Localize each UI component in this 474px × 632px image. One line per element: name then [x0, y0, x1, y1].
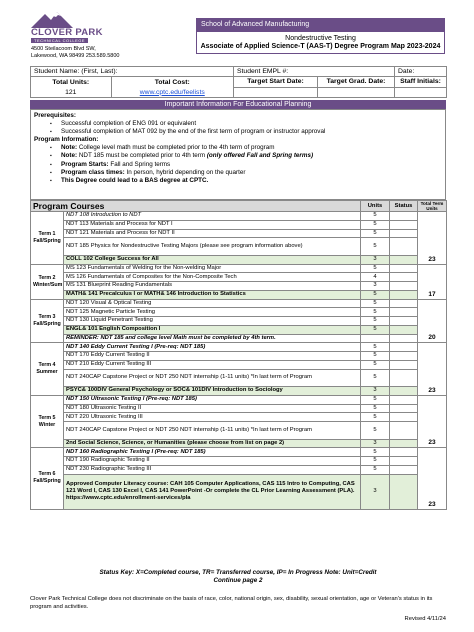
- course-row: [31, 273, 447, 282]
- term-label: Term 2 Winter/Sum: [31, 264, 64, 299]
- course-units: 5: [361, 404, 390, 413]
- course-status-field[interactable]: [390, 325, 418, 334]
- course-units: 4: [361, 273, 390, 282]
- term-label: Term 4 Summer: [31, 343, 64, 396]
- program-note: ▪ Note: NDT 185 must be completed prior to 4th term (only offered Fall and Spring terms): [34, 152, 442, 160]
- course-units: 5: [361, 343, 390, 352]
- course-row: [31, 352, 447, 361]
- mountain-logo-icon: [31, 10, 73, 28]
- course-row: [31, 343, 447, 352]
- total-cost-label: Total Cost:: [154, 78, 190, 86]
- target-grad-field[interactable]: [318, 87, 395, 98]
- total-units-value: 121: [31, 87, 111, 97]
- course-name: NDT 170 Eddy Current Testing II: [64, 352, 361, 361]
- course-name: NDT 190 Radiographic Testing II: [64, 457, 361, 466]
- course-units: 5: [361, 457, 390, 466]
- course-units: 5: [361, 352, 390, 361]
- program-class-times: ▪ Program class times: In person, hybrid depending on the quarter: [34, 169, 442, 177]
- program-header: [196, 18, 445, 54]
- revised-date: Revised 4/11/24: [404, 616, 446, 622]
- course-units: 5: [361, 369, 390, 387]
- address-line-2: Lakewood, WA 98499 253.589.5800: [31, 53, 120, 59]
- prerequisites-section: [30, 109, 446, 200]
- course-name: 2nd Social Science, Science, or Humanities (please choose from list on page 2): [64, 439, 361, 448]
- course-units: 5: [361, 290, 390, 299]
- program-courses-table: [30, 200, 447, 510]
- term-total-units: 23: [418, 448, 447, 509]
- course-units: 5: [361, 229, 390, 238]
- term-total-units: 23: [418, 212, 447, 265]
- course-units: 5: [361, 360, 390, 369]
- course-status-field[interactable]: [390, 465, 418, 474]
- staff-initials-label: Staff Initials:: [395, 77, 447, 88]
- course-units: 3: [361, 474, 390, 509]
- course-units: 5: [361, 465, 390, 474]
- target-grad-label: Target Grad. Date:: [318, 77, 395, 88]
- course-name: PSYC& 100DIV General Psychology or SOC& 101DIV Introduction to Sociology: [64, 387, 361, 396]
- continue-note: Continue page 2: [213, 577, 263, 584]
- course-row: [31, 317, 447, 326]
- course-status-field[interactable]: [390, 212, 418, 221]
- total-units-label: Total Units:: [31, 77, 111, 87]
- course-name: NDT 210 Eddy Current Testing III: [64, 360, 361, 369]
- course-name: NDT 120 Visual & Optical Testing: [64, 299, 361, 308]
- course-row: [31, 404, 447, 413]
- staff-initials-field[interactable]: [395, 87, 447, 98]
- course-status-field[interactable]: [390, 334, 418, 343]
- course-status-field[interactable]: [390, 422, 418, 440]
- course-row: [31, 212, 447, 221]
- course-status-field[interactable]: [390, 439, 418, 448]
- course-row: [31, 299, 447, 308]
- course-name: NDT 113 Materials and Process for NDT I: [64, 220, 361, 229]
- course-row: [31, 360, 447, 369]
- course-units: 5: [361, 220, 390, 229]
- course-row: [31, 290, 447, 299]
- total-term-units-header: Total Term Units: [418, 201, 447, 212]
- target-start-field[interactable]: [234, 87, 318, 98]
- term-total-units: 17: [418, 264, 447, 299]
- course-units: 5: [361, 448, 390, 457]
- term-total-units: 23: [418, 343, 447, 396]
- course-status-field[interactable]: [390, 282, 418, 291]
- course-units: 5: [361, 264, 390, 273]
- course-row: [31, 282, 447, 291]
- course-units: 3: [361, 282, 390, 291]
- nondiscrimination-footer: Clover Park Technical College does not discriminate on the basis of race, color, national origin, sex, disability, sexual orientation, age or Veteran's status in its program and activities.: [30, 596, 433, 610]
- course-row: [31, 474, 447, 509]
- college-tagline: TECHNICAL COLLEGE: [31, 38, 88, 43]
- course-status-field[interactable]: [390, 457, 418, 466]
- date-field[interactable]: Date:: [395, 67, 447, 77]
- course-row: [31, 439, 447, 448]
- course-name: MS 126 Fundamentals of Composites for the Non-Composite Tech: [64, 273, 361, 282]
- student-name-field[interactable]: Student Name: (First, Last):: [31, 67, 234, 77]
- course-status-field[interactable]: [390, 343, 418, 352]
- course-status-field[interactable]: [390, 369, 418, 387]
- course-name: ENGL& 101 English Composition I: [64, 325, 361, 334]
- course-row: [31, 413, 447, 422]
- course-units: [361, 334, 390, 343]
- course-status-field[interactable]: [390, 290, 418, 299]
- course-status-field[interactable]: [390, 299, 418, 308]
- bas-note: ▪ This Degree could lead to a BAS degree at CPTC.: [34, 177, 442, 185]
- course-status-field[interactable]: [390, 317, 418, 326]
- course-units: 5: [361, 299, 390, 308]
- course-status-field[interactable]: [390, 404, 418, 413]
- term-total-units: 23: [418, 395, 447, 448]
- course-units: 3: [361, 255, 390, 264]
- reminder-note: REMINDER: NDT 185 and college level Math must be completed by 4th term.: [64, 334, 361, 343]
- course-name: MATH& 141 Precalculus I or MATH& 146 Introduction to Statistics: [64, 290, 361, 299]
- important-info-band: Important Information For Educational Planning: [30, 100, 446, 109]
- course-status-field[interactable]: [390, 264, 418, 273]
- course-status-field[interactable]: [390, 413, 418, 422]
- course-units: 5: [361, 317, 390, 326]
- course-name: MS 131 Blueprint Reading Fundamentals: [64, 282, 361, 291]
- degree-title: Associate of Applied Science-T (AAS-T) Degree Program Map 2023-2024: [200, 43, 441, 50]
- units-cost-cell: [31, 77, 234, 98]
- course-units: 5: [361, 413, 390, 422]
- course-row: [31, 457, 447, 466]
- course-name: MS 123 Fundamentals of Welding for the Non-welding Major: [64, 264, 361, 273]
- status-key: [30, 569, 446, 585]
- course-row: [31, 334, 447, 343]
- course-row: [31, 448, 447, 457]
- course-status-field[interactable]: [390, 308, 418, 317]
- course-status-field[interactable]: [390, 255, 418, 264]
- course-name: NDT 240CAP Capstone Project or NDT 250 NDT internship (1-11 units) *In last term of Program: [64, 369, 361, 387]
- course-name: COLL 102 College Success for All: [64, 255, 361, 264]
- college-name: CLOVER PARK: [31, 27, 103, 38]
- course-row: [31, 238, 447, 256]
- status-key-text: Status Key: X=Completed course, TR= Transferred course, IP= In Progress Note: Unit=Credit: [99, 569, 377, 576]
- school-name: School of Advanced Manufacturing: [197, 19, 444, 32]
- course-row: [31, 255, 447, 264]
- course-row: [31, 264, 447, 273]
- program-name: Nondestructive Testing: [285, 35, 356, 42]
- student-info-table: [30, 66, 447, 98]
- course-status-field[interactable]: [390, 229, 418, 238]
- course-name: NDT 121 Materials and Process for NDT II: [64, 229, 361, 238]
- course-row: [31, 229, 447, 238]
- course-status-field[interactable]: [390, 360, 418, 369]
- course-row: [31, 220, 447, 229]
- course-name: NDT 230 Radiographic Testing III: [64, 465, 361, 474]
- course-name: Approved Computer Literacy course: CAH 105 Computer Applications, CAS 115 Intro to Computing, CAS 121 Word I, CAS 130 Excel I, CAS 141 PowerPoint -Or complete the CL Prior Learning Assessment (PLA). https://www.cptc.edu/enrollment-services/pla: [64, 474, 361, 509]
- fee-list-link[interactable]: www.cptc.edu/feelists: [139, 88, 205, 96]
- program-starts: ▪ Program Starts: Fall and Spring terms: [34, 161, 442, 169]
- program-info-heading: Program Information:: [34, 136, 99, 144]
- course-units: 5: [361, 308, 390, 317]
- courses-body: [31, 212, 447, 510]
- course-name: NDT 180 Ultrasonic Testing II: [64, 404, 361, 413]
- term-total-units: 20: [418, 299, 447, 343]
- course-units: 5: [361, 422, 390, 440]
- course-units: 3: [361, 439, 390, 448]
- course-row: [31, 325, 447, 334]
- course-status-field[interactable]: [390, 220, 418, 229]
- program-courses-title: Program Courses: [31, 201, 361, 212]
- course-units: 3: [361, 387, 390, 396]
- course-name: NDT 125 Magnetic Particle Testing: [64, 308, 361, 317]
- course-row: [31, 387, 447, 396]
- prereq-item: ▪ Successful completion of MAT 092 by the end of the first term of program or instructor approval: [34, 128, 442, 136]
- status-header: Status: [390, 201, 418, 212]
- address-line-1: 4500 Steilacoom Blvd SW,: [31, 46, 96, 52]
- course-status-field[interactable]: [390, 395, 418, 404]
- course-units: 5: [361, 238, 390, 256]
- course-row: [31, 395, 447, 404]
- units-header: Units: [361, 201, 390, 212]
- student-empl-field[interactable]: Student EMPL #:: [234, 67, 395, 77]
- course-units: 5: [361, 395, 390, 404]
- course-name: NDT 130 Liquid Penetrant Testing: [64, 317, 361, 326]
- course-row: [31, 422, 447, 440]
- course-status-field[interactable]: [390, 352, 418, 361]
- college-logo: [31, 10, 156, 70]
- course-name: NDT 160 Radiographic Testing I (Pre-req: NDT 185): [64, 448, 361, 457]
- term-label: Term 5 Winter: [31, 395, 64, 448]
- course-name: NDT 108 Introduction to NDT: [64, 212, 361, 221]
- course-name: NDT 220 Ultrasonic Testing III: [64, 413, 361, 422]
- course-row: [31, 465, 447, 474]
- course-name: NDT 185 Physics for Nondestructive Testing Majors (please see program information above): [64, 238, 361, 256]
- target-start-label: Target Start Date:: [234, 77, 318, 88]
- course-row: [31, 308, 447, 317]
- course-status-field[interactable]: [390, 448, 418, 457]
- course-row: [31, 369, 447, 387]
- course-units: 5: [361, 212, 390, 221]
- course-name: NDT 150 Ultrasonic Testing I (Pre-req: NDT 185): [64, 395, 361, 404]
- term-label: Term 3 Fall/Spring: [31, 299, 64, 343]
- course-status-field[interactable]: [390, 474, 418, 509]
- prereq-item: ▪ Successful completion of ENG 091 or equivalent: [34, 120, 442, 128]
- course-status-field[interactable]: [390, 238, 418, 256]
- term-label: Term 1 Fall/Spring: [31, 212, 64, 265]
- course-name: NDT 140 Eddy Current Testing I (Pre-req: NDT 185): [64, 343, 361, 352]
- term-label: Term 6 Fall/Spring: [31, 448, 64, 509]
- course-name: NDT 240CAP Capstone Project or NDT 250 NDT internship (1-11 units) *In last term of Program: [64, 422, 361, 440]
- course-status-field[interactable]: [390, 387, 418, 396]
- prereq-heading: Prerequisites:: [34, 112, 76, 119]
- course-units: 5: [361, 325, 390, 334]
- program-note: ▪ Note: College level math must be completed prior to the 4th term of program: [34, 144, 442, 152]
- course-status-field[interactable]: [390, 273, 418, 282]
